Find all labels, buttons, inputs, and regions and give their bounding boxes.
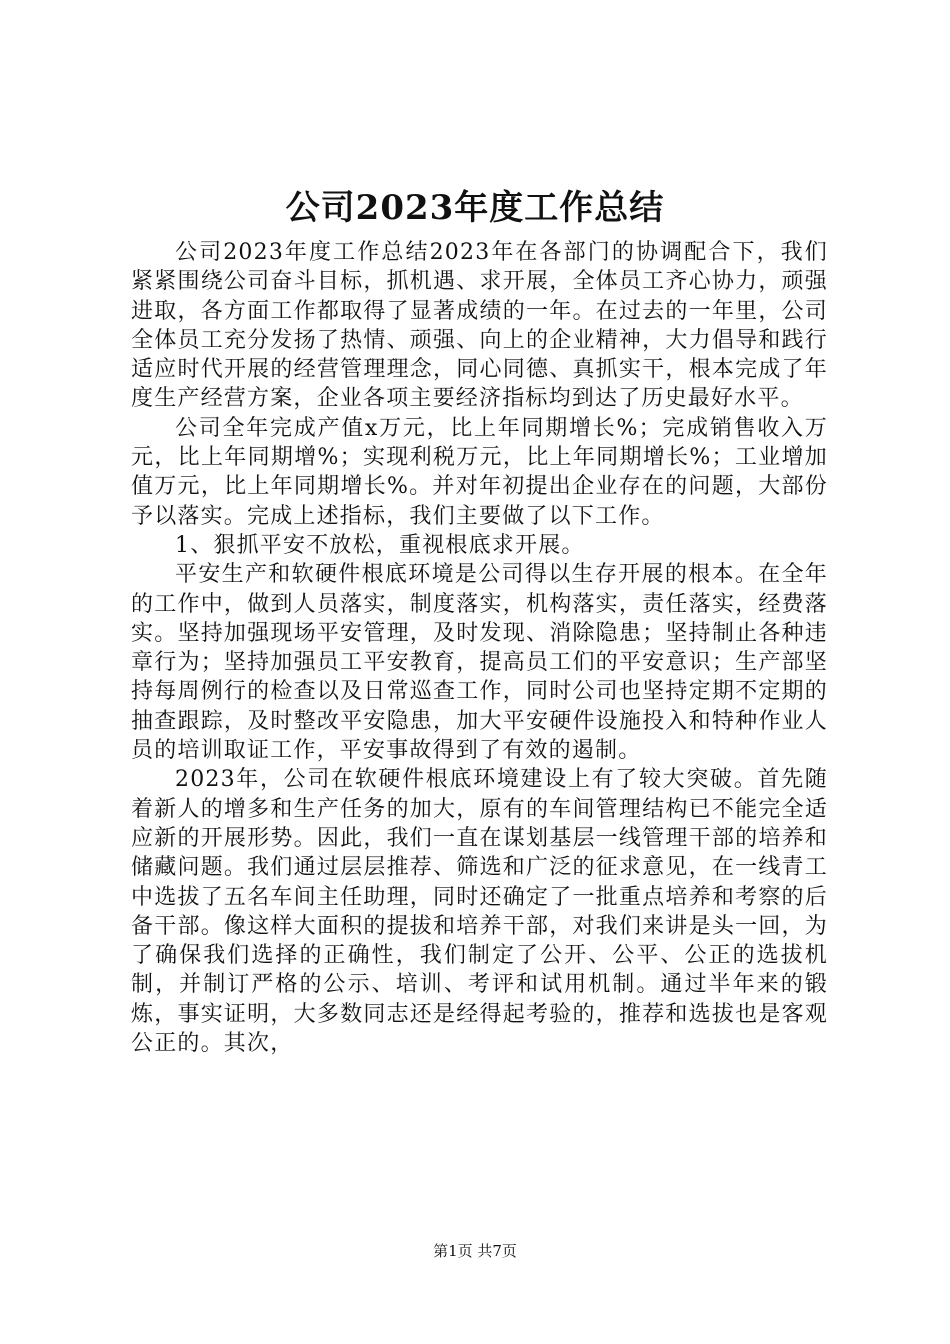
document-body (131, 238, 828, 1058)
paragraph-infrastructure: 2023年，公司在软硬件根底环境建设上有了较大突破。首先随着新人的增多和生产任务的加大，原有的车间管理结构已不能完全适应新的开展形势。因此，我们一直在谋划基层一线管理干部的培养和储藏问题。我们通过层层推荐、筛选和广泛的征求意见，在一线青工中选拔了五名车间主任助理，同时还确定了一批重点培养和考察的后备干部。像这样大面积的提拔和培养干部，对我们来讲是头一回，为了确保我们选择的正确性，我们制定了公开、公平、公正的选拔机制，并制订严格的公示、培训、考评和试用机制。通过半年来的锻炼，事实证明，大多数同志还是经得起考验的，推荐和选拔也是客观公正的。其次， (131, 767, 828, 1057)
paragraph-safety: 平安生产和软硬件根底环境是公司得以生存开展的根本。在全年的工作中，做到人员落实，制度落实，机构落实，责任落实，经费落实。坚持加强现场平安管理，及时发现、消除隐患；坚持制止各种违章行为；坚持加强员工平安教育，提高员工们的平安意识；生产部坚持每周例行的检查以及日常巡查工作，同时公司也坚持定期不定期的抽查跟踪，及时整改平安隐患，加大平安硬件设施投入和特种作业人员的培训取证工作，平安事故得到了有效的遏制。 (131, 562, 828, 764)
section-heading-1: 1、狠抓平安不放松，重视根底求开展。 (175, 532, 585, 558)
document-title: 公司2023年度工作总结 (285, 188, 665, 228)
paragraph-metrics: 公司全年完成产值x万元，比上年同期增长%；完成销售收入万元，比上年同期增%；实现利税万元，比上年同期增长%；工业增加值万元，比上年同期增长%。并对年初提出企业存在的问题，大部份予以落实。完成上述指标，我们主要做了以下工作。 (131, 415, 828, 529)
page-number-footer: 第1页 共7页 (433, 1242, 517, 1260)
paragraph-intro: 公司2023年度工作总结2023年在各部门的协调配合下，我们紧紧围绕公司奋斗目标，抓机遇、求开展，全体员工齐心协力，顽强进取，各方面工作都取得了显著成绩的一年。在过去的一年里，公司全体员工充分发扬了热情、顽强、向上的企业精神，大力倡导和践行适应时代开展的经营管理理念，同心同德、真抓实干，根本完成了年度生产经营方案，企业各项主要经济指标均到达了历史最好水平。 (131, 240, 828, 412)
